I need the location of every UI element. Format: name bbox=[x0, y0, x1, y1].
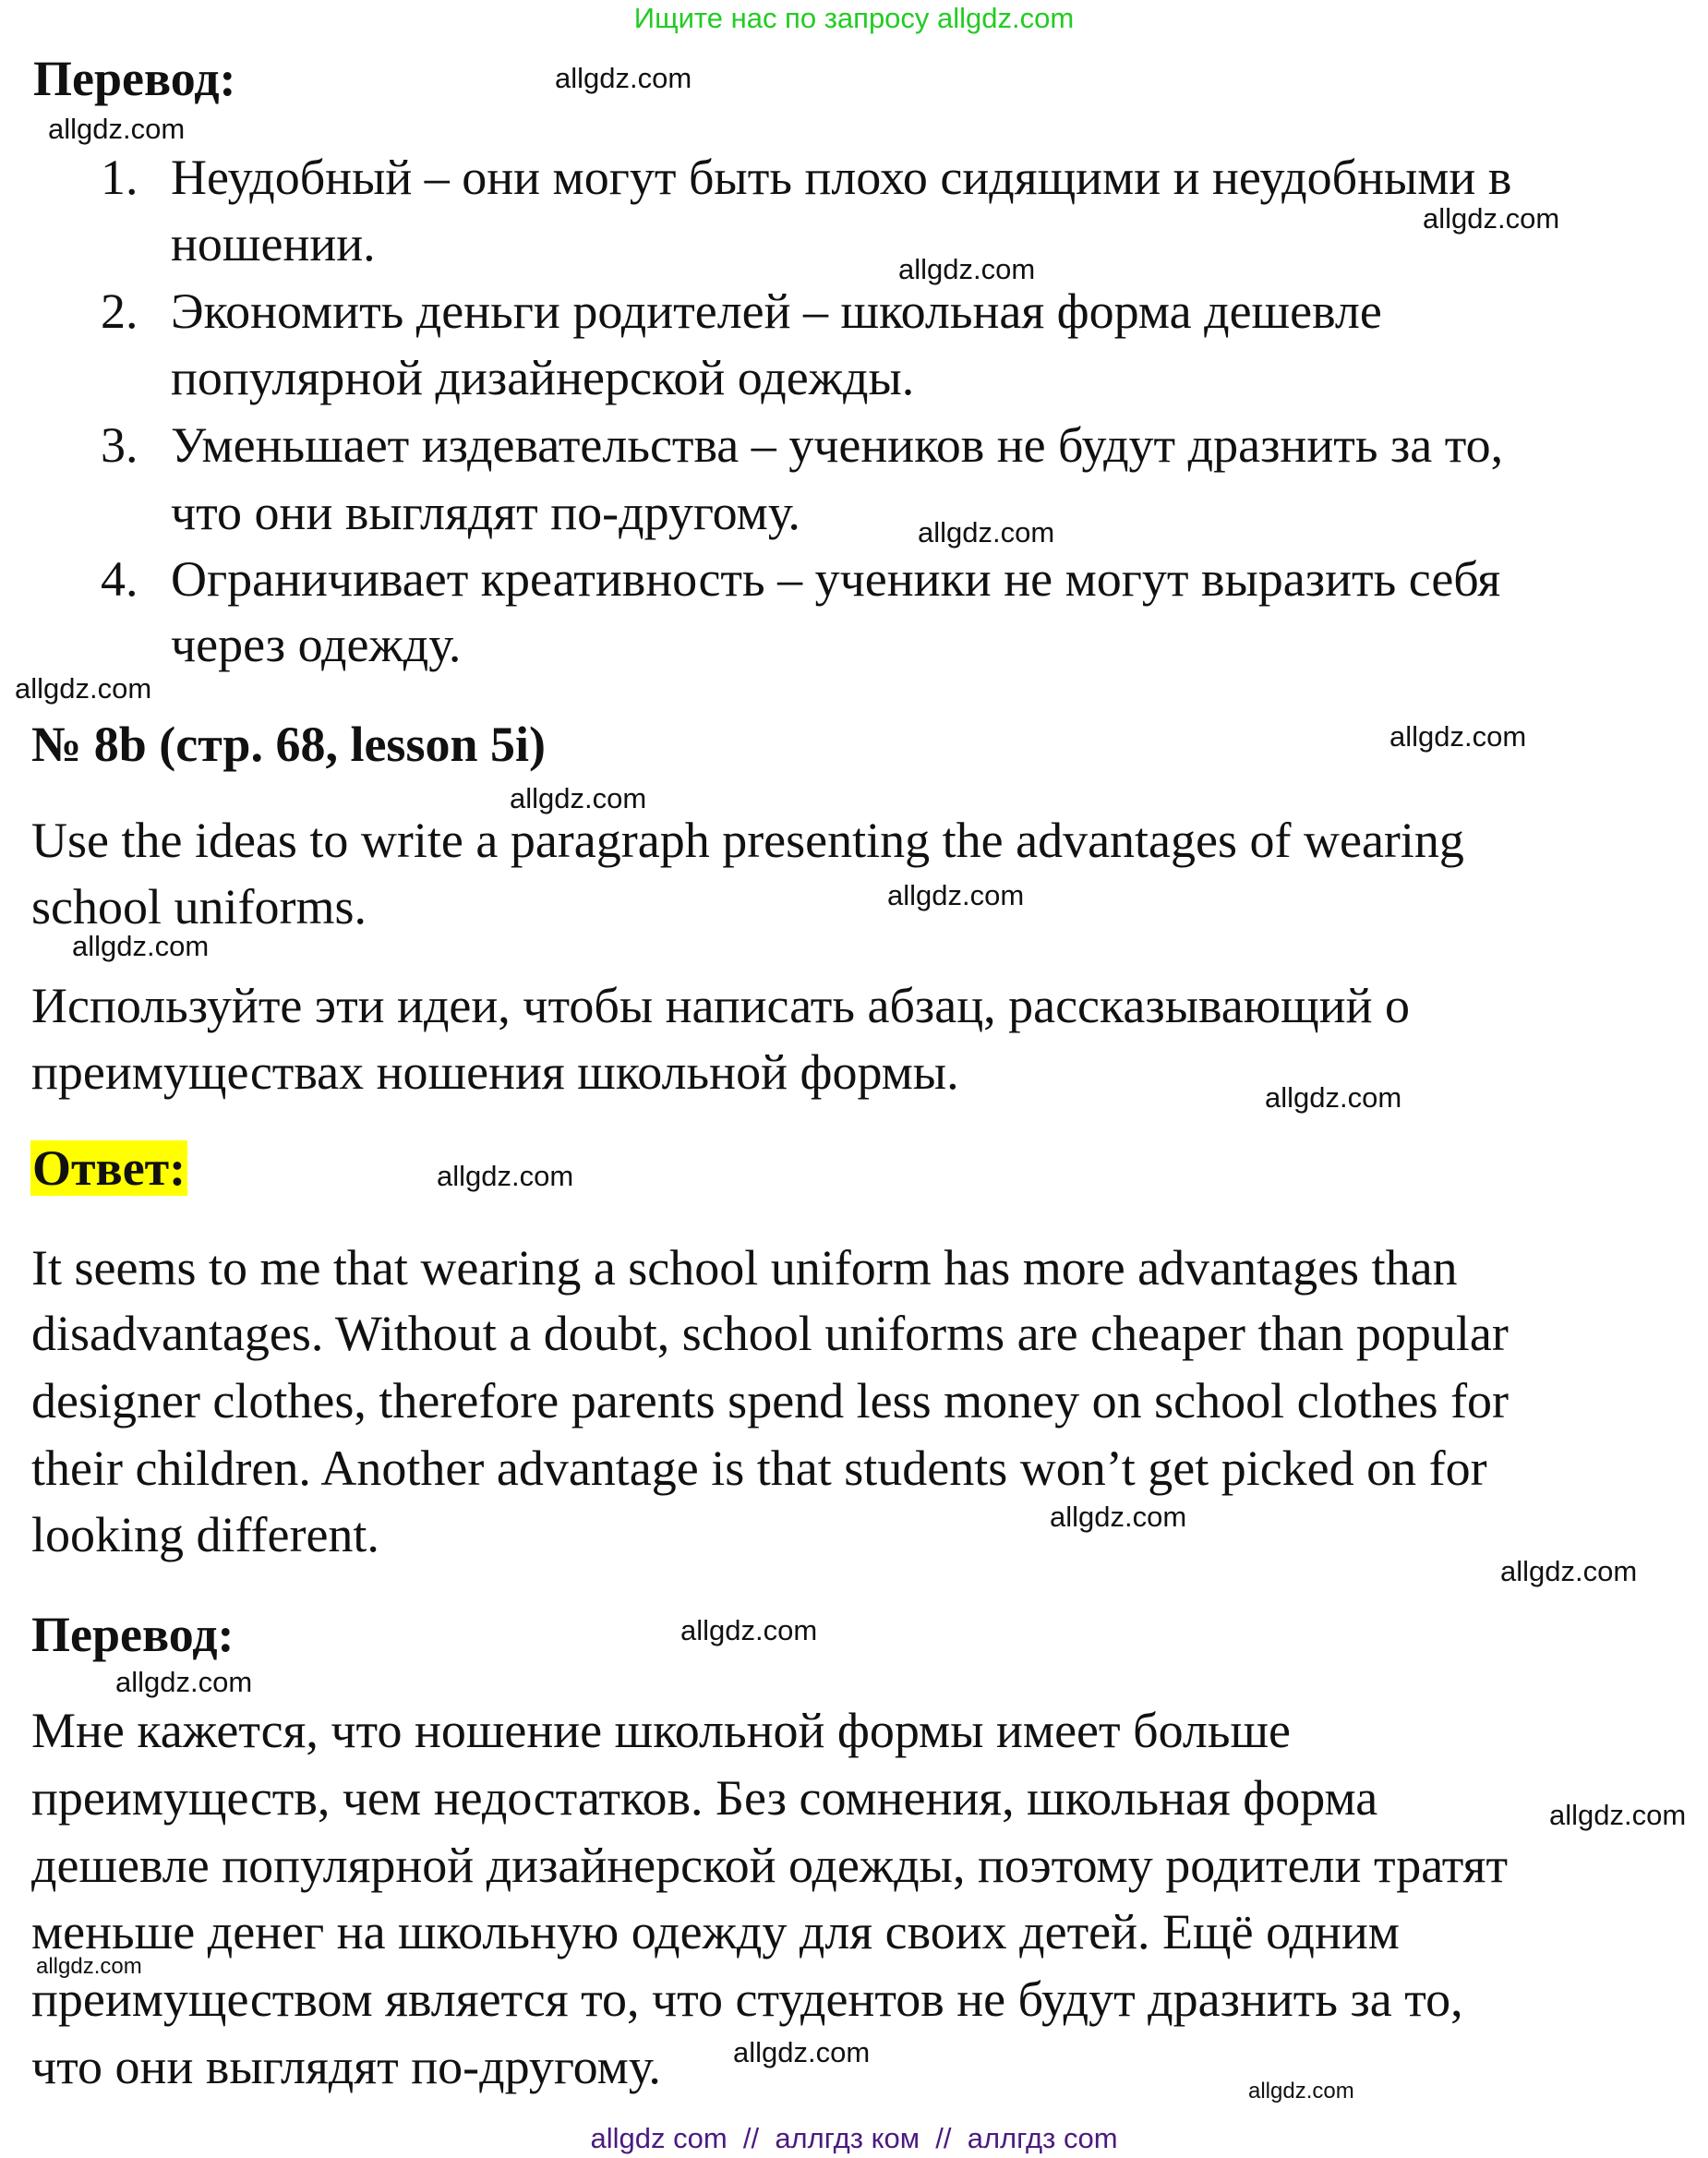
task-russian-line: преимуществах ношения школьной формы. bbox=[31, 1044, 959, 1100]
answer-line: looking different. bbox=[31, 1507, 379, 1562]
translation-line: меньше денег на школьную одежду для своих детей. Ещё одним bbox=[31, 1904, 1400, 1959]
list-item-text: что они выглядят по-другому. bbox=[171, 485, 800, 540]
list-item-text: Ограничивает креативность – ученики не могут выразить себя bbox=[171, 551, 1501, 607]
watermark: allgdz.com bbox=[15, 672, 152, 705]
section-title-translation-2: Перевод: bbox=[31, 1607, 235, 1662]
watermark: allgdz.com bbox=[72, 930, 210, 962]
list-number: 4. bbox=[101, 551, 138, 607]
task-english-line: Use the ideas to write a paragraph presenting the advantages of wearing bbox=[31, 813, 1464, 868]
task-title: № 8b (стр. 68, lesson 5i) bbox=[31, 717, 546, 772]
footer-links: allgdz com // аллгдз ком // аллгдз com bbox=[590, 2122, 1118, 2154]
task-russian-line: Используйте эти идеи, чтобы написать абзац, рассказывающий о bbox=[31, 978, 1410, 1033]
watermark: allgdz.com bbox=[115, 1666, 253, 1698]
list-item-text: популярной дизайнерской одежды. bbox=[171, 350, 915, 405]
watermark: allgdz.com bbox=[733, 2036, 871, 2068]
watermark: allgdz.com bbox=[1423, 202, 1560, 235]
watermark: allgdz.com bbox=[36, 1954, 142, 1979]
list-item-text: ношении. bbox=[171, 216, 376, 271]
watermark: allgdz.com bbox=[918, 516, 1055, 549]
list-number: 1. bbox=[101, 150, 138, 205]
watermark: allgdz.com bbox=[887, 879, 1025, 911]
task-english-line: school uniforms. bbox=[31, 879, 367, 934]
search-hint-header: Ищите нас по запросу allgdz.com bbox=[633, 2, 1075, 34]
translation-line: преимуществом является то, что студентов не будут дразнить за то, bbox=[31, 1971, 1463, 2027]
answer-line: designer clothes, therefore parents spend less money on school clothes for bbox=[31, 1373, 1510, 1429]
watermark: allgdz.com bbox=[1500, 1555, 1638, 1587]
answer-line: their children. Another advantage is that students won’t get picked on for bbox=[31, 1441, 1487, 1496]
list-item-text: через одежду. bbox=[171, 617, 462, 672]
list-item-text: Экономить деньги родителей – школьная форма дешевле bbox=[171, 283, 1382, 339]
watermark: allgdz.com bbox=[1050, 1501, 1187, 1533]
watermark: allgdz.com bbox=[680, 1614, 818, 1646]
list-item-text: Уменьшает издевательства – учеников не будут дразнить за то, bbox=[171, 417, 1504, 473]
section-title-translation: Перевод: bbox=[33, 51, 236, 106]
answer-line: disadvantages. Without a doubt, school uniforms are cheaper than popular bbox=[31, 1306, 1509, 1361]
translation-line: преимуществ, чем недостатков. Без сомнения, школьная форма bbox=[31, 1770, 1378, 1826]
translation-line: что они выглядят по-другому. bbox=[31, 2039, 661, 2094]
watermark: allgdz.com bbox=[1389, 720, 1527, 753]
translation-line: дешевле популярной дизайнерской одежды, поэтому родители тратят bbox=[31, 1838, 1509, 1893]
list-number: 2. bbox=[101, 283, 138, 339]
watermark: allgdz.com bbox=[1549, 1799, 1687, 1831]
answer-label: Ответ: bbox=[32, 1140, 186, 1196]
watermark: allgdz.com bbox=[898, 253, 1036, 285]
list-number: 3. bbox=[101, 417, 138, 473]
watermark: allgdz.com bbox=[48, 113, 186, 145]
watermark: allgdz.com bbox=[437, 1160, 574, 1192]
watermark: allgdz.com bbox=[555, 62, 692, 94]
watermark: allgdz.com bbox=[1248, 2079, 1354, 2104]
watermark: allgdz.com bbox=[510, 782, 647, 814]
watermark: allgdz.com bbox=[1265, 1081, 1402, 1114]
answer-line: It seems to me that wearing a school uniform has more advantages than bbox=[31, 1240, 1458, 1296]
list-item-text: Неудобный – они могут быть плохо сидящими и неудобными в bbox=[171, 150, 1512, 205]
translation-line: Мне кажется, что ношение школьной формы имеет больше bbox=[31, 1703, 1292, 1758]
